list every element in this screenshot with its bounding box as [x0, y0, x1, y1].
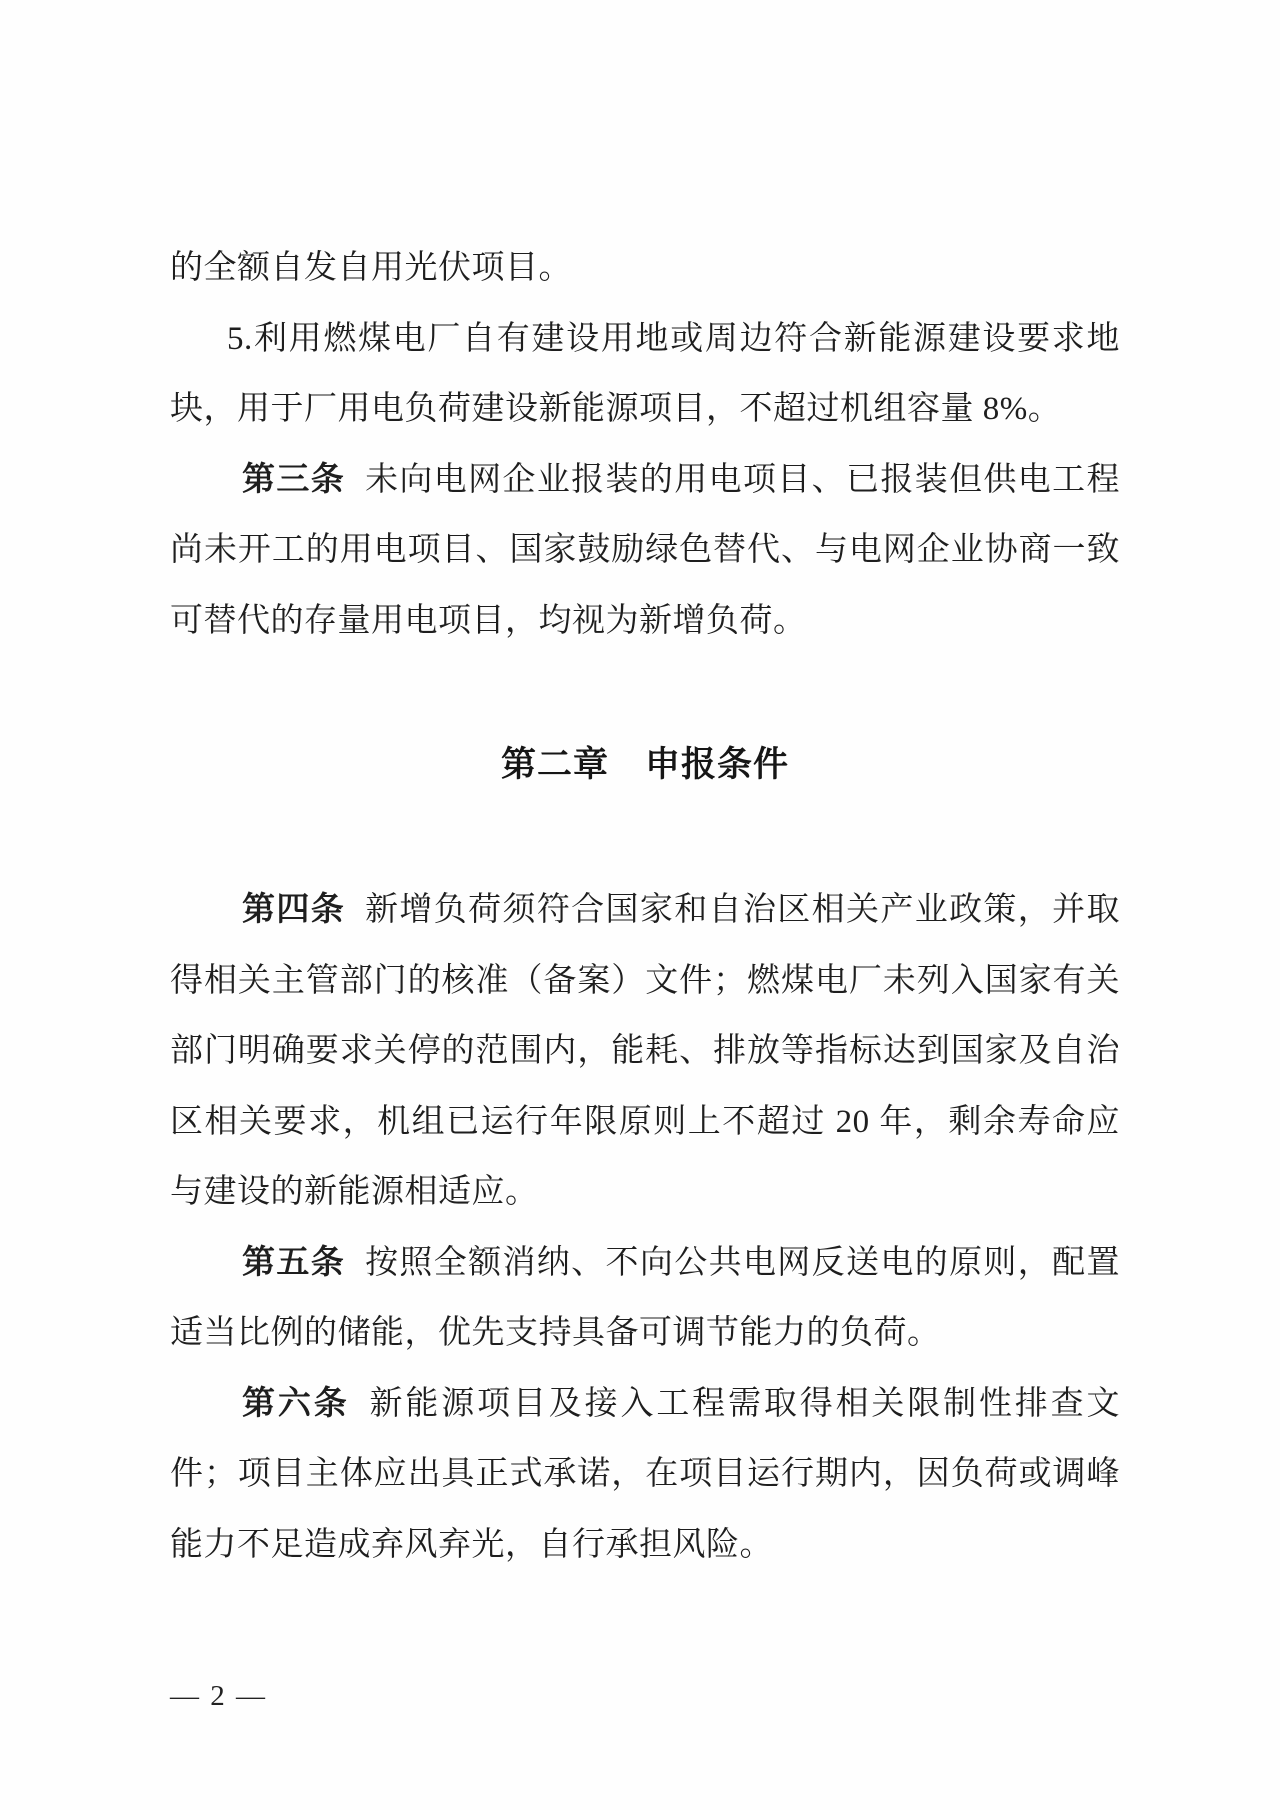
article-number-label: 第三条 — [242, 461, 346, 498]
body-line-article-4 — [170, 875, 1120, 946]
body-line: 件；项目主体应出具正式承诺，在项目运行期内，因负荷或调峰 — [170, 1456, 1120, 1492]
article-number-label: 第四条 — [242, 892, 346, 928]
body-line: 部门明确要求关停的范围内，能耗、排放等指标达到国家及自治 — [170, 1033, 1120, 1069]
body-line-list-item-5: 5.利用燃煤电厂自有建设用地或周边符合新能源建设要求地 — [227, 320, 1120, 357]
body-text-block-lower — [170, 875, 1120, 1580]
body-line: 得相关主管部门的核准（备案）文件；燃煤电厂未列入国家有关 — [170, 962, 1120, 999]
article-number-label: 第六条 — [242, 1385, 350, 1422]
body-line: 尚未开工的用电项目、国家鼓励绿色替代、与电网企业协商一致 — [170, 532, 1120, 568]
article-number-label: 第五条 — [242, 1244, 346, 1281]
body-line: 的全额自发自用光伏项目。 — [170, 250, 572, 286]
body-line: 适当比例的储能，优先支持具备可调节能力的负荷。 — [170, 1315, 941, 1351]
body-line: 块，用于厂用电负荷建设新能源项目，不超过机组容量 8%。 — [170, 391, 1062, 427]
body-line: 可替代的存量用电项目，均视为新增负荷。 — [170, 602, 807, 639]
body-line-text: 未向电网企业报装的用电项目、已报装但供电工程 — [365, 461, 1120, 498]
body-line-article-5 — [170, 1228, 1120, 1299]
body-line: 区相关要求，机组已运行年限原则上不超过 20 年，剩余寿命应 — [170, 1103, 1120, 1140]
body-line-text: 新增负荷须符合国家和自治区相关产业政策，并取 — [365, 892, 1120, 928]
body-line-article-6 — [170, 1369, 1120, 1440]
page-number: — 2 — — [170, 1680, 267, 1712]
body-line: 能力不足造成弃风弃光，自行承担风险。 — [170, 1526, 773, 1563]
body-text-block-upper — [170, 233, 1120, 656]
body-line-text: 新能源项目及接入工程需取得相关限制性排查文 — [369, 1385, 1121, 1422]
chapter-heading: 第二章 申报条件 — [500, 745, 789, 784]
body-line-text: 按照全额消纳、不向公共电网反送电的原则，配置 — [365, 1244, 1120, 1281]
body-line-article-3 — [170, 445, 1120, 516]
body-line: 与建设的新能源相适应。 — [170, 1174, 539, 1210]
